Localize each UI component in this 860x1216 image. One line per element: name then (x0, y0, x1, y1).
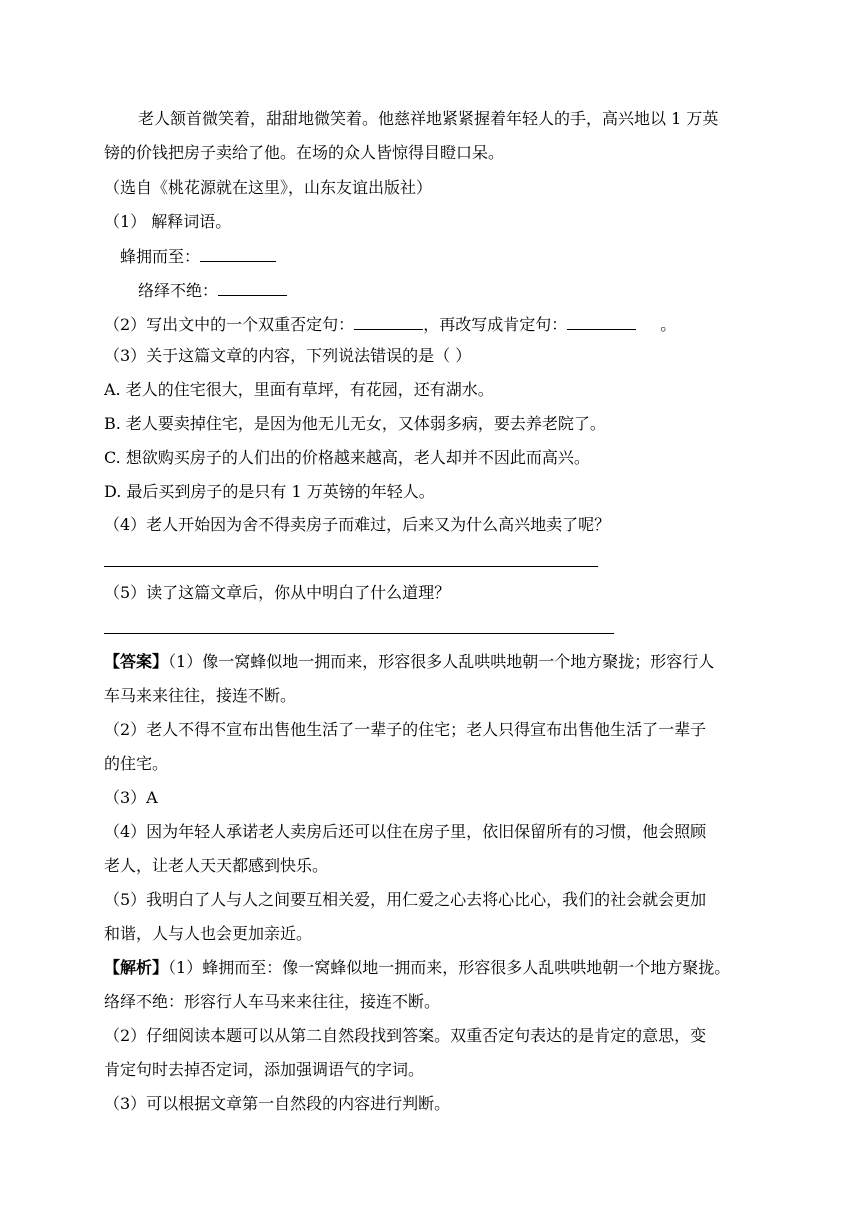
answer-5-line-1: （5）我明白了人与人之间要互相关爱，用仁爱之心去将心比心，我们的社会就会更加 (104, 890, 707, 909)
answer-blank[interactable] (218, 280, 287, 296)
answer-3: （3）A (104, 788, 158, 807)
question-4: （4）老人开始因为舍不得卖房子而难过，后来又为什么高兴地卖了呢？ (104, 515, 611, 534)
question-1-term-b (138, 280, 287, 301)
question-2-part-b: ，再改写成肯定句： (423, 315, 568, 334)
answer-blank[interactable] (354, 314, 423, 330)
question-5: （5）读了这篇文章后，你从中明白了什么道理？ (104, 583, 451, 602)
question-1: （1） 解释词语。 (104, 212, 232, 231)
analysis-label: 【解析】 (104, 958, 169, 977)
answer-label: 【答案】 (104, 652, 169, 671)
question-3: （3）关于这篇文章的内容，下列说法错误的是（ ） (104, 346, 472, 365)
term-a-label: 蜂拥而至： (120, 247, 201, 266)
answer-blank[interactable] (200, 246, 276, 262)
answer-2-line-1: （2）老人不得不宣布出售他生活了一辈子的住宅；老人只得宣布出售他生活了一辈子 (104, 720, 707, 739)
analysis-3: （3）可以根据文章第一自然段的内容进行判断。 (104, 1094, 451, 1113)
answer-4-line-2: 老人，让老人天天都感到快乐。 (104, 856, 329, 875)
answer-1-line-1 (104, 652, 714, 672)
analysis-2-line-1: （2）仔细阅读本题可以从第二自然段找到答案。双重否定句表达的是肯定的意思，变 (104, 1026, 707, 1045)
option-b: B. 老人要卖掉住宅，是因为他无儿无女，又体弱多病，要去养老院了。 (104, 414, 606, 433)
answer-1-text: （1）像一窝蜂似地一拥而来，形容很多人乱哄哄地朝一个地方聚拢；形容行人 (168, 652, 715, 671)
answer-5-line-2: 和谐，人与人也会更加亲近。 (104, 924, 313, 943)
answer-1-line-2: 车马来来往往，接连不断。 (104, 686, 297, 705)
story-line-2: 镑的价钱把房子卖给了他。在场的众人皆惊得目瞪口呆。 (104, 143, 505, 162)
analysis-2-line-2: 肯定句时去掉否定词，添加强调语气的字词。 (104, 1060, 425, 1079)
option-a: A. 老人的住宅很大，里面有草坪，有花园，还有湖水。 (104, 380, 494, 399)
analysis-1-line-2: 络绎不绝：形容行人车马来来往往，接连不断。 (104, 992, 441, 1011)
option-c: C. 想欲购买房子的人们出的价格越来越高，老人却并不因此而高兴。 (104, 448, 590, 467)
answer-4-line-1: （4）因为年轻人承诺老人卖房后还可以住在房子里，依旧保留所有的习惯，他会照顾 (104, 822, 707, 841)
answer-2-line-2: 的住宅。 (104, 754, 169, 773)
story-source: （选自《桃花源就在这里》，山东友谊出版社） (104, 178, 433, 197)
question-2-end: 。 (660, 315, 677, 334)
term-b-label: 络绎不绝： (138, 281, 219, 300)
question-2 (104, 314, 676, 335)
answer-line[interactable] (104, 566, 598, 567)
answer-blank[interactable] (567, 314, 636, 330)
story-line-1: 老人颔首微笑着，甜甜地微笑着。他慈祥地紧紧握着年轻人的手，高兴地以 1 万英 (138, 109, 719, 128)
question-1-term-a (120, 246, 276, 267)
answer-line[interactable] (104, 633, 614, 634)
question-2-part-a: （2）写出文中的一个双重否定句： (104, 315, 355, 334)
option-d: D. 最后买到房子的是只有 1 万英镑的年轻人。 (104, 482, 435, 501)
analysis-1-line-1 (104, 958, 730, 978)
analysis-1-text: （1）蜂拥而至：像一窝蜂似地一拥而来，形容很多人乱哄哄地朝一个地方聚拢。 (168, 958, 731, 977)
